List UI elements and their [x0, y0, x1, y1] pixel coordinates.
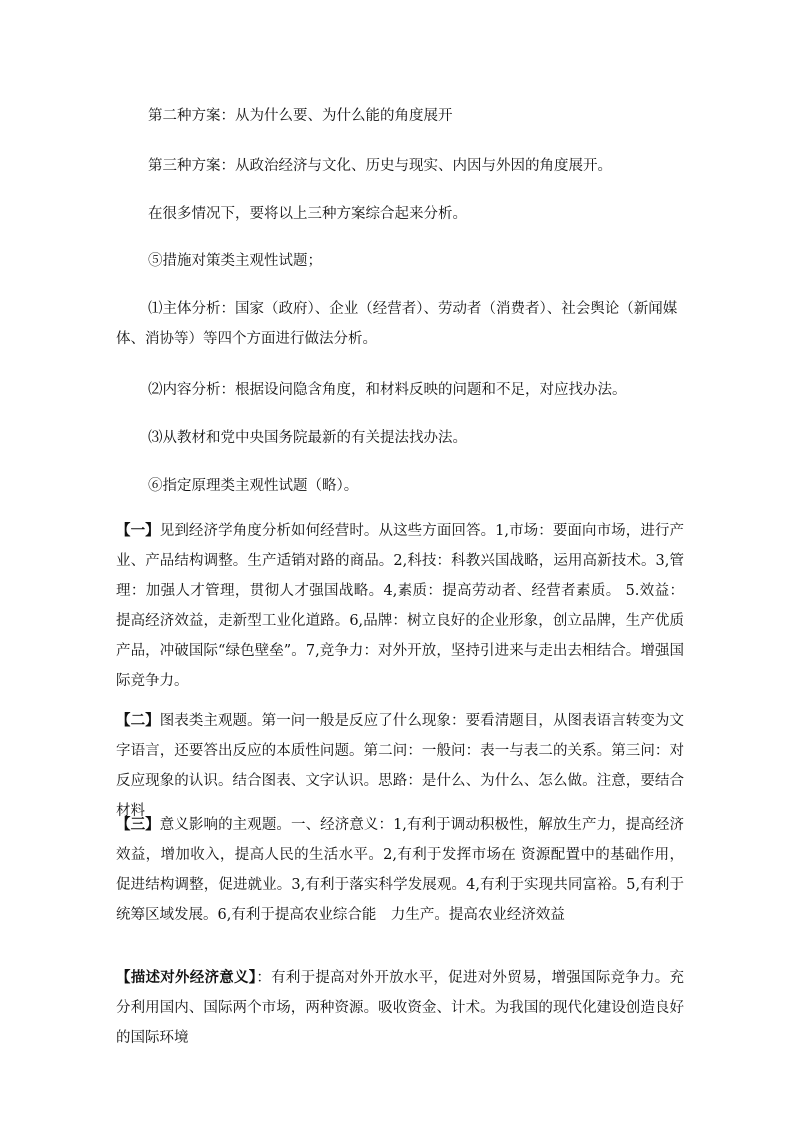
- section-four-paragraph: [116, 963, 684, 1053]
- plan-three-line: 第三种方案：从政治经济与文化、历史与现实、内因与外因的角度展开。: [148, 158, 612, 174]
- section-two-paragraph: [116, 706, 684, 826]
- content-analysis-line: ⑵内容分析：根据设问隐含角度，和材料反映的问题和不足，对应找办法。: [148, 382, 627, 398]
- measures-heading: ⑤措施对策类主观性试题；: [148, 253, 322, 269]
- combine-line: 在很多情况下，要将以上三种方案综合起来分析。: [148, 206, 467, 222]
- section-four-tag: 【描述对外经济意义】: [116, 969, 257, 986]
- section-two-tag: 【二】: [116, 712, 160, 729]
- plan-two-line: 第二种方案：从为什么要、为什么能的角度展开: [148, 108, 453, 124]
- section-three-tag: 【三】: [116, 816, 160, 833]
- textbook-line: ⑶从教材和党中央国务院最新的有关提法找办法。: [148, 430, 467, 446]
- section-one-paragraph: [116, 516, 684, 696]
- section-one-tag: 【一】: [116, 522, 160, 539]
- section-three-text: 意义影响的主观题。一、经济意义：1,有利于调动积极性，解放生产力，提高经济效益，增加收入，提高人民的生活水平。2,有利于发挥市场在 资源配置中的基础作用，促进结构调整，促进就业。3,有利于落实科学发展观。4,有利于实现共同富裕。5,有利于统筹区域发展。6,有利于提高农业综合能 力生产。提高农业经济效益: [116, 817, 684, 923]
- section-three-paragraph: [116, 810, 684, 930]
- subject-analysis-para: ⑴主体分析：国家（政府）、企业（经营者）、劳动者（消费者）、社会舆论（新闻媒体、消协等）等四个方面进行做法分析。: [116, 301, 678, 347]
- section-four-text: ：有利于提高对外开放水平，促进对外贸易，增强国际竞争力。充分利用国内、国际两个市场，两种资源。吸收资金、计术。为我国的现代化建设创造良好的国际环境: [116, 970, 685, 1046]
- section-one-text: 见到经济学角度分析如何经营时。从这些方面回答。1,市场：要面向市场，进行产业、产品结构调整。生产适销对路的商品。2,科技：科教兴国战略，运用高新技术。3,管理：加强人才管理，贯彻人才强国战略。4,素质：提高劳动者、经营者素质。 5.效益：提高经济效益，走新型工业化道路。6,品牌：树立良好的企业形象，创立品牌，生产优质产品，冲破国际“绿色壁垒”。7,竞争力：对外开放，坚持引进来与走出去相结合。增强国际竞争力。: [116, 523, 684, 689]
- section-two-text: 图表类主观题。第一问一般是反应了什么现象：要看清题目，从图表语言转变为文字语言，还要答出反应的本质性问题。第二问：一般问：表一与表二的关系。第三问：对反应现象的认识。结合图表、文字认识。思路：是什么、为什么、怎么做。注意，要结合材料: [116, 713, 685, 819]
- principle-heading: ⑥指定原理类主观性试题（略）。: [148, 478, 359, 494]
